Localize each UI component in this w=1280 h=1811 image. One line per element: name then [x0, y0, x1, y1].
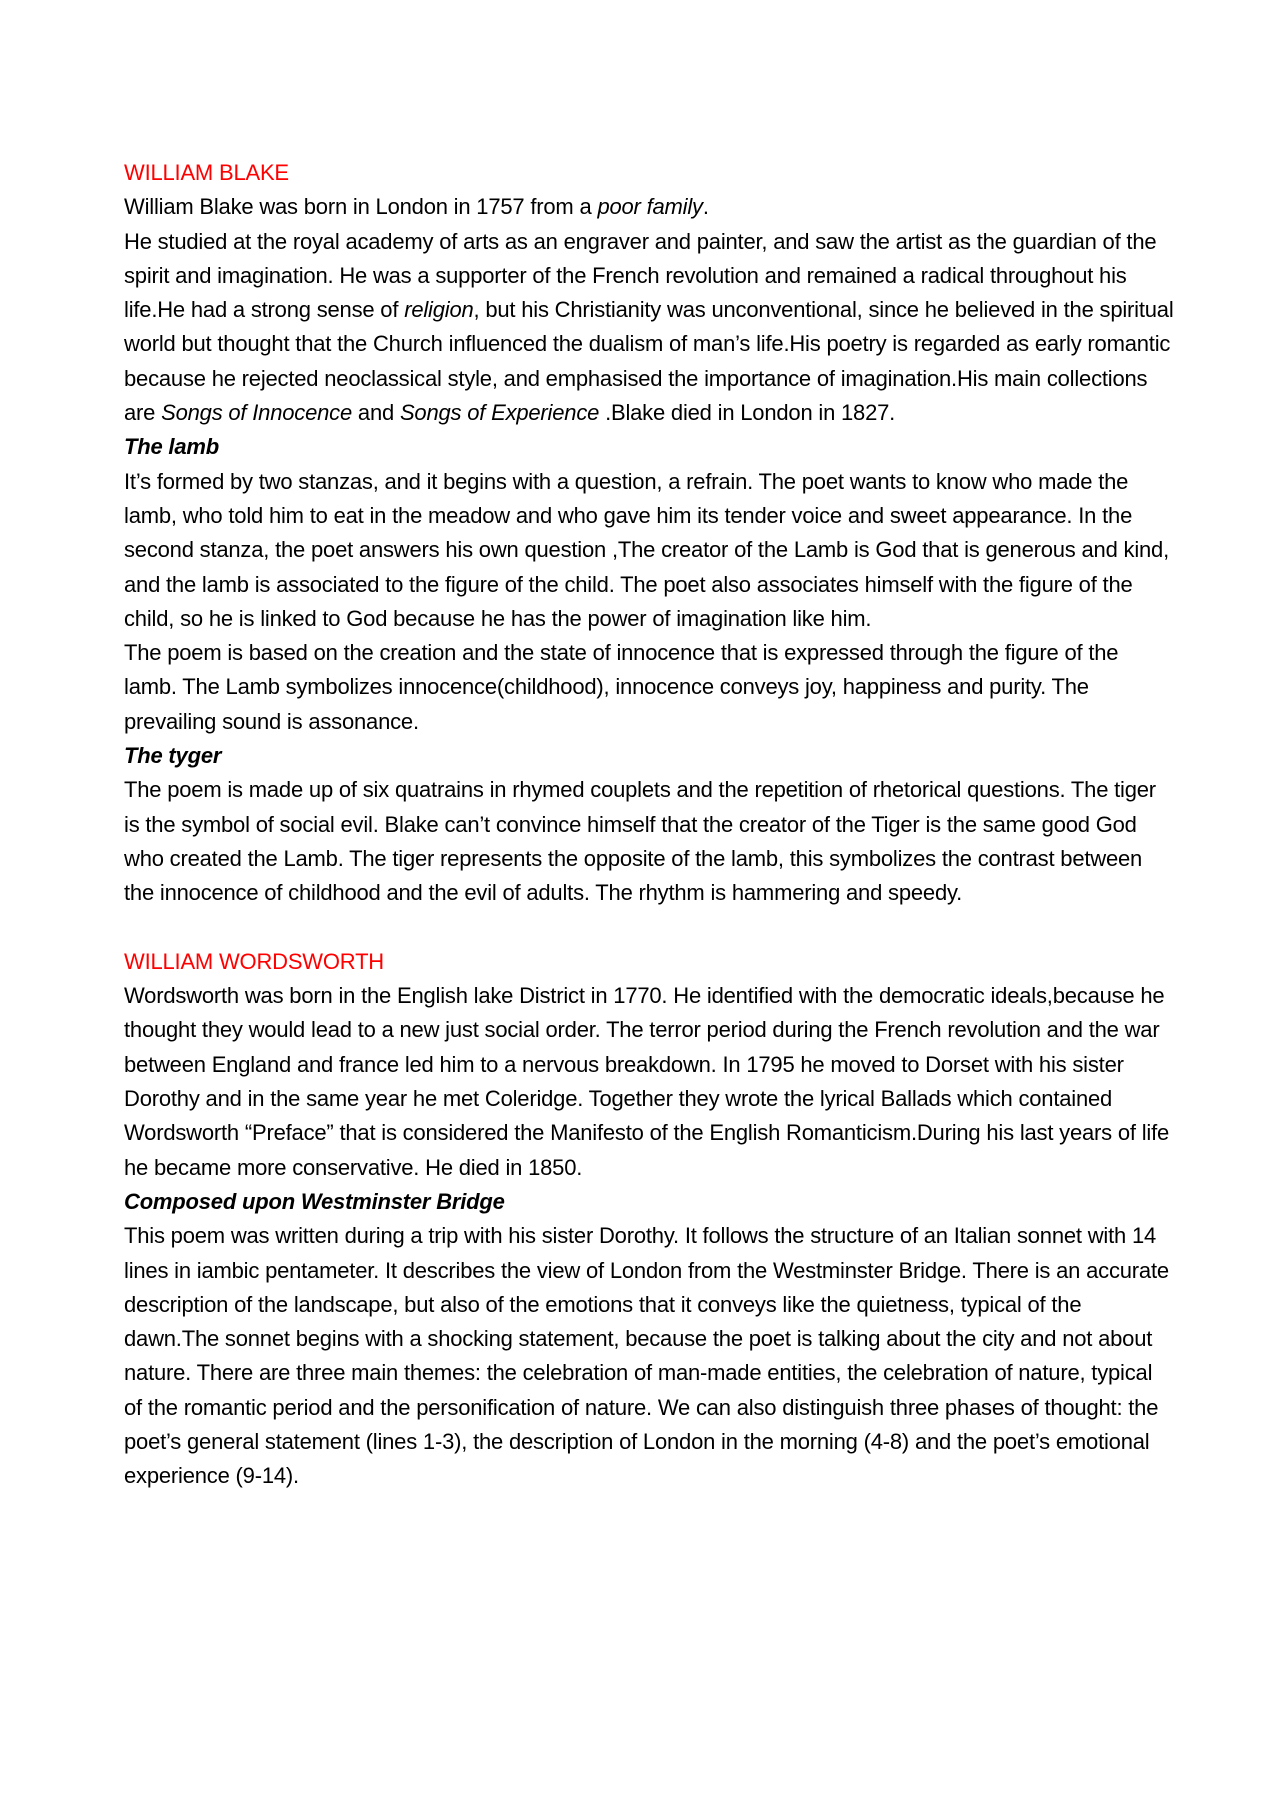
wordsworth-bio-paragraph: Wordsworth was born in the English lake District in 1770. He identified with the democratic ideals,because he thought they would lead to a new just social order. The terror period during the French revolution and the war between England and france led him to a nervous breakdown. In 1795 he moved to Dorset with his sister Dorothy and in the same year he met Coleridge. Together they wrote the lyrical Ballads which contained Wordsworth “Preface” that is considered the Manifesto of the English Romanticism.During his last years of life he became more conservative. He died in 1850.	[124, 983, 1170, 1180]
blake-bio-paragraph	[124, 225, 1174, 431]
blake-bio-text-c: and	[352, 400, 400, 426]
westminster-paragraph: This poem was written during a trip with his sister Dorothy. It follows the structure of an Italian sonnet with 14 lines in iambic pentameter. It describes the view of London from the Westminster Bridge. There is an accurate description of the landscape, but also of the emotions that it conveys like the quietness, typical of the dawn.The sonnet begins with a shocking statement, because the poet is talking about the city and not about nature. There are three main themes: the celebration of man-made entities, the celebration of nature, typical of the romantic period and the personification of nature. We can also distinguish three phases of thought: the poet’s general statement (lines 1-3), the description of London in the morning (4-8) and the poet’s emotional experience (9-14).	[124, 1223, 1169, 1489]
lamb-paragraph-1: It’s formed by two stanzas, and it begins with a question, a refrain. The poet wants to know who made the lamb, who told him to eat in the meadow and who gave him its tender voice and sweet appearance. In the second stanza, the poet answers his own question ,The creator of the Lamb is God that is generous and kind, and the lamb is associated to the figure of the child. The poet also associates himself with the figure of the child, so he is linked to God because he has the power of imagination like him.	[124, 468, 1170, 631]
blake-bio-text-a: He studied at the royal academy of arts as an engraver and painter, and saw the artist as the guardian of the spirit and imagination. He was a supporter of the French revolution and remained a radical throughout his life.He had a strong sense of	[124, 228, 1157, 323]
tyger-title: The tyger	[124, 743, 222, 769]
blake-intro-text-a: William Blake was born in London in 1757 from a	[124, 194, 598, 220]
blake-heading: WILLIAM BLAKE	[124, 160, 289, 185]
blake-bio-em-songs-innocence: Songs of Innocence	[161, 400, 352, 426]
wordsworth-heading: WILLIAM WORDSWORTH	[124, 948, 384, 974]
blake-bio-em-songs-experience: Songs of Experience	[399, 400, 600, 426]
blake-bio-text-d: .Blake died in London in 1827.	[599, 400, 896, 426]
blake-bio-em-religion: religion	[404, 297, 474, 323]
westminster-title: Composed upon Westminster Bridge	[124, 1188, 505, 1214]
blake-intro-text-b: .	[702, 194, 709, 220]
lamb-title: The lamb	[124, 434, 219, 460]
lamb-paragraph-2: The poem is based on the creation and the state of innocence that is expressed through the figure of the lamb. The Lamb symbolizes innocence(childhood), innocence conveys joy, happiness and purity. The prevailing sound is assonance.	[124, 640, 1119, 734]
document-page	[124, 156, 1174, 1494]
blake-intro-line	[124, 190, 1174, 224]
tyger-paragraph: The poem is made up of six quatrains in rhymed couplets and the repetition of rhetorical questions. The tiger is the symbol of social evil. Blake can’t convince himself that the creator of the Tiger is the same good God who created the Lamb. The tiger represents the opposite of the lamb, this symbolizes the contrast between the innocence of childhood and the evil of adults. The rhythm is hammering and speedy.	[124, 777, 1156, 906]
section-spacer	[124, 911, 1174, 945]
blake-intro-em-poor-family: poor family	[597, 194, 703, 220]
blake-bio-text-b: , but his Christianity was unconventional, since he believed in the spiritual world but thought that the Church influenced the dualism of man’s life.His poetry is regarded as early romantic because he rejected neoclassical style, and emphasised the importance of imagination.His main collections are	[124, 297, 1174, 426]
